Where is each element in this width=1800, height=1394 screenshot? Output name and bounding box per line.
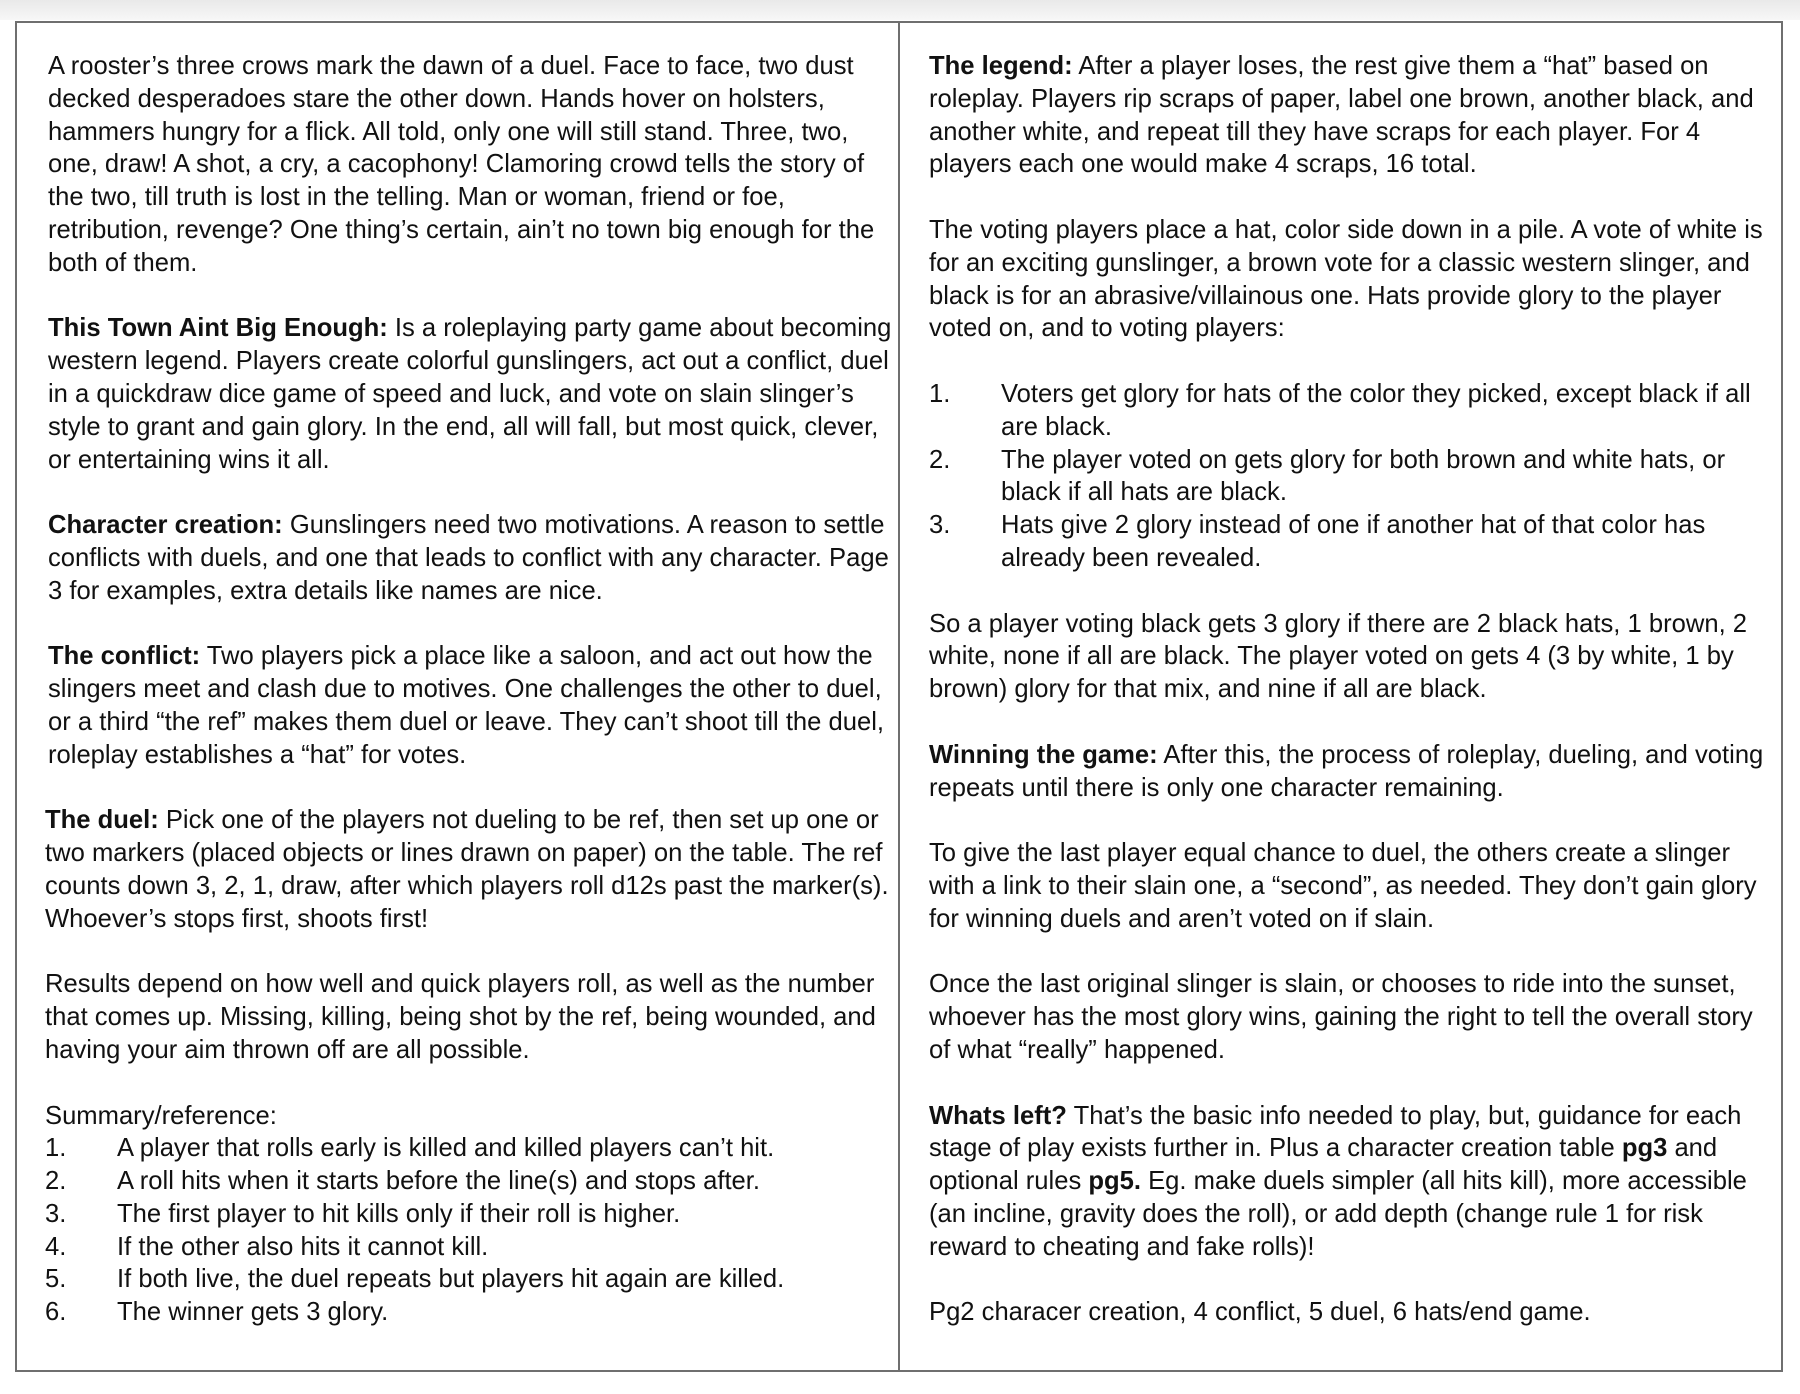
column-divider: [898, 21, 900, 1372]
game-overview-paragraph: [48, 312, 894, 476]
list-text: Voters get glory for hats of the color they picked, except black if all are black.: [1001, 379, 1751, 441]
duel-paragraph: [45, 804, 894, 935]
list-item: [45, 1296, 894, 1329]
list-text: The first player to hit kills only if their roll is higher.: [117, 1199, 681, 1228]
list-item: [929, 444, 1777, 510]
list-item: [45, 1198, 894, 1231]
conflict-paragraph: [48, 640, 894, 771]
example-paragraph: So a player voting black gets 3 glory if there are 2 black hats, 1 brown, 2 white, none if all are black. The player voted on gets 4 (3 by white, 1 by brown) glory for that mix, and nine if all are black.: [929, 609, 1748, 704]
voting-paragraph: The voting players place a hat, color side down in a pile. A vote of white is for an exciting gunslinger, a brown vote for a classic western slinger, and black is for an abrasive/villainous one. Hats provide glory to the player voted on, and to voting players:: [929, 215, 1763, 343]
winning-paragraph: [929, 739, 1777, 805]
list-number: 1.: [929, 379, 951, 408]
section-heading: The legend:: [929, 52, 1073, 80]
legend-paragraph: [929, 50, 1777, 181]
list-number: 6.: [45, 1298, 67, 1327]
glory-rules-list: [929, 378, 1777, 575]
ending-paragraph: Once the last original slinger is slain, or chooses to ride into the sunset, whoever has the most glory wins, gaining the right to tell the overall story of what “really” happened.: [929, 970, 1753, 1064]
window-top-strip: [0, 0, 1800, 20]
intro-paragraph: A rooster’s three crows mark the dawn of a duel. Face to face, two dust decked desperadoes stare the other down. Hands hover on holsters, hammers hungry for a flick. All told, only one will still stand. Three, two, one, draw! A shot, a cry, a cacophony! Clamoring crowd tells the story of the two, till truth is lost in the telling. Man or woman, friend or foe, retribution, revenge? One thing’s certain, ain’t no town big enough for the both of them.: [48, 52, 875, 277]
section-heading: Character creation:: [48, 511, 283, 540]
character-creation-paragraph: [48, 509, 894, 607]
section-text: Eg. make duels simpler (all hits kill), more accessible (an incline, gravity does the roll), or add depth (change rule 1 for risk reward to cheating and fake rolls)!: [929, 1167, 1747, 1261]
list-number: 5.: [45, 1265, 67, 1294]
summary-list: [45, 1132, 894, 1329]
left-column: [45, 50, 894, 1362]
page-reference: pg3: [1621, 1134, 1668, 1163]
list-number: 2.: [45, 1167, 67, 1196]
section-text: After this, the process of roleplay, dueling, and voting repeats until there is only one character remaining.: [929, 740, 1764, 802]
section-text: and optional rules: [929, 1134, 1718, 1196]
page-index-footer: Pg2 characer creation, 4 conflict, 5 duel, 6 hats/end game.: [929, 1298, 1591, 1327]
list-number: 3.: [45, 1199, 67, 1228]
list-item: [929, 509, 1777, 575]
list-text: A player that rolls early is killed and killed players can’t hit.: [117, 1134, 775, 1163]
list-text: The player voted on gets glory for both brown and white hats, or black if all hats are black.: [1001, 445, 1726, 507]
section-text: That’s the basic info needed to play, but, guidance for each stage of play exists further in. Plus a character creation table: [929, 1101, 1742, 1163]
right-column: [929, 50, 1777, 1362]
section-heading: Whats left?: [929, 1101, 1067, 1130]
list-number: 3.: [929, 511, 951, 540]
page-reference: pg5.: [1088, 1167, 1141, 1196]
list-item: [45, 1263, 894, 1296]
list-text: The winner gets 3 glory.: [117, 1298, 389, 1327]
list-item: [45, 1231, 894, 1264]
section-text: Pick one of the players not dueling to be ref, then set up one or two markers (placed objects or lines drawn on paper) on the table. The ref counts down 3, 2, 1, draw, after which players roll d12s past the marker(s). Whoever’s stops first, shoots first!: [45, 806, 889, 933]
section-text: Is a roleplaying party game about becoming western legend. Players create colorful gunslingers, act out a conflict, duel in a quickdraw dice game of speed and luck, and vote on slain slinger’s style to grant and gain glory. In the end, all will fall, but most quick, clever, or entertaining wins it all.: [48, 314, 892, 474]
list-item: [45, 1165, 894, 1198]
list-text: Hats give 2 glory instead of one if another hat of that color has already been revealed.: [1001, 511, 1706, 572]
section-text: Gunslingers need two motivations. A reason to settle conflicts with duels, and one that leads to conflict with any character. Page 3 for examples, extra details like names are nice.: [48, 511, 889, 605]
list-number: 2.: [929, 445, 951, 474]
section-text: After a player loses, the rest give them a “hat” based on roleplay. Players rip scraps of paper, label one brown, another black, and another white, and repeat till they have scraps for each player. For 4 players each one would make 4 scraps, 16 total.: [929, 52, 1754, 179]
list-text: If the other also hits it cannot kill.: [117, 1232, 489, 1261]
section-heading: The conflict:: [48, 642, 201, 671]
duel-block: [45, 804, 894, 1329]
list-text: If both live, the duel repeats but players hit again are killed.: [117, 1265, 785, 1294]
whats-left-paragraph: [929, 1100, 1777, 1264]
results-paragraph: Results depend on how well and quick players roll, as well as the number that comes up. Missing, killing, being shot by the ref, being wounded, and having your aim thrown off are all possible.: [45, 970, 876, 1064]
second-paragraph: To give the last player equal chance to duel, the others create a slinger with a link to their slain one, a “second”, as needed. They don’t gain glory for winning duels and aren’t voted on if slain.: [929, 839, 1757, 933]
summary-title: Summary/reference:: [45, 1101, 277, 1130]
section-heading: The duel:: [45, 806, 159, 835]
list-item: [45, 1132, 894, 1165]
list-number: 4.: [45, 1232, 67, 1261]
list-number: 1.: [45, 1134, 67, 1163]
list-text: A roll hits when it starts before the line(s) and stops after.: [117, 1167, 761, 1196]
list-item: [929, 378, 1777, 444]
section-heading: Winning the game:: [929, 740, 1158, 769]
section-heading: This Town Aint Big Enough:: [48, 314, 388, 343]
section-text: Two players pick a place like a saloon, and act out how the slingers meet and clash due to motives. One challenges the other to duel, or a third “the ref” makes them duel or leave. They can’t shoot till the duel, roleplay establishes a “hat” for votes.: [48, 642, 885, 769]
